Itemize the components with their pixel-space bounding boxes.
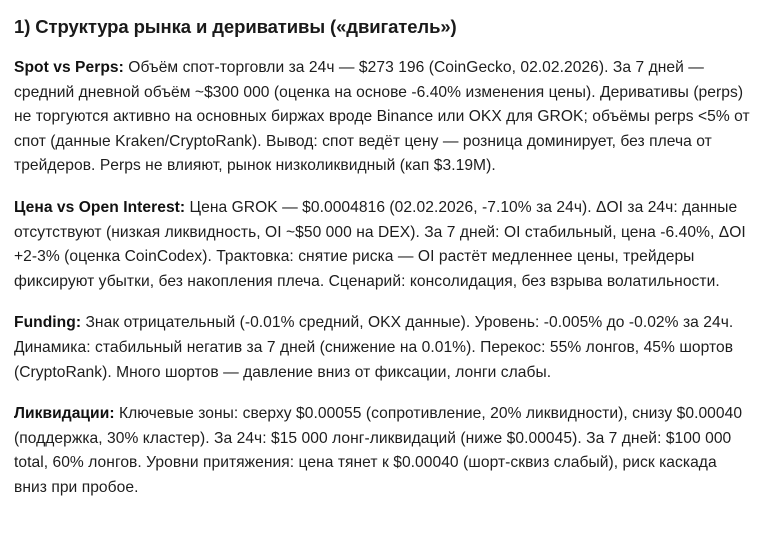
paragraph-label: Ликвидации: — [14, 405, 115, 423]
paragraph-spot-vs-perps — [14, 56, 750, 179]
paragraph-text: Цена GROK — $0.0004816 (02.02.2026, -7.10% за 24ч). ΔOI за 24ч: данные отсутствуют (низкая ликвидность, OI ~$50 000 на DEX). За 7 дней: OI стабильный, цена -6.40%, ΔOI +2-3% (оценка CoinCodex). Трактовка: снятие риска — OI растёт медленнее цены, трейдеры фиксируют убытки, без накопления плеча. Сценарий: консолидация, без взрыва волатильности. — [14, 198, 746, 290]
paragraph-text: Знак отрицательный (-0.01% средний, OKX данные). Уровень: -0.005% до -0.02% за 24ч. Динамика: стабильный негатив за 7 дней (снижение на 0.01%). Перекос: 55% лонгов, 45% шортов (CryptoRank). Много шортов — давление вниз от фиксации, лонги слабы. — [14, 314, 734, 381]
section-title: 1) Структура рынка и деривативы («двигатель») — [14, 16, 457, 37]
paragraph-label: Цена vs Open Interest: — [14, 198, 186, 216]
paragraph-text: Ключевые зоны: сверху $0.00055 (сопротивление, 20% ликвидности), снизу $0.00040 (поддержка, 30% кластер). За 24ч: $15 000 лонг-ликвидаций (ниже $0.00045). За 7 дней: $100 000 total, 60% лонгов. Уровни притяжения: цена тянет к $0.00040 (шорт-сквиз слабый), риск каскада вниз при пробое. — [14, 405, 743, 496]
paragraph-label: Spot vs Perps: — [14, 59, 124, 76]
paragraph-liquidations — [14, 402, 750, 500]
paragraph-price-vs-oi — [14, 196, 750, 294]
paragraph-text: Объём спот-торговли за 24ч — $273 196 (CoinGecko, 02.02.2026). За 7 дней — средний дневной объём ~$300 000 (оценка на основе -6.40% изменения цены). Деривативы (perps) не торгуются активно на основных биржах вроде Binance или OKX для GROK; объёмы perps <5% от спот (данные Kraken/CryptoRank). Вывод: спот ведёт цену — розница доминирует, без плеча от трейдеров. Perps не влияют, рынок низколиквидный (кап $3.19M). — [14, 59, 750, 175]
paragraph-funding — [14, 311, 750, 385]
paragraph-label: Funding: — [14, 314, 82, 332]
